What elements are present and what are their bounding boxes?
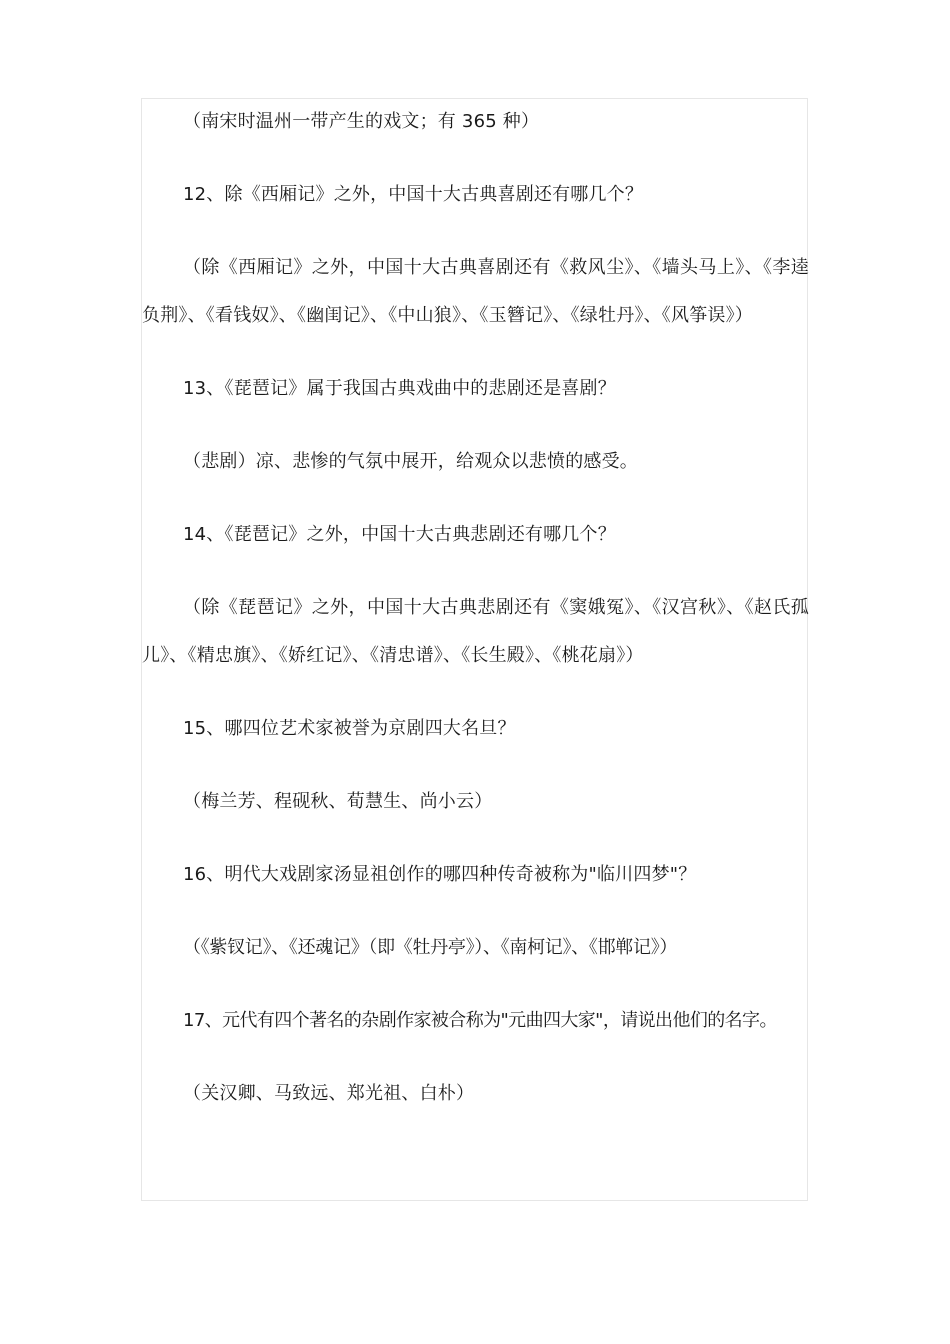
answer-12: （除《西厢记》之外，中国十大古典喜剧还有《救风尘》、《墙头马上》、《李逵负荆》、《看钱奴》、《幽闺记》、《中山狼》、《玉簪记》、《绿牡丹》、《风筝误》）: [142, 257, 809, 326]
question-16: 16、明代大戏剧家汤显祖创作的哪四种传奇被称为"临川四梦"？: [183, 864, 697, 885]
document-body: [142, 98, 809, 1118]
answer-14: （除《琵琶记》之外，中国十大古典悲剧还有《窦娥冤》、《汉宫秋》、《赵氏孤儿》、《精忠旗》、《娇红记》、《清忠谱》、《长生殿》、《桃花扇》）: [142, 597, 809, 666]
question-14: 14、《琵琶记》之外，中国十大古典悲剧还有哪几个？: [183, 524, 616, 545]
answer-15: （梅兰芳、程砚秋、荀慧生、尚小云）: [183, 791, 493, 812]
answer-13: （悲剧）凉、悲惨的气氛中展开，给观众以悲愤的感受。: [183, 451, 638, 472]
answer-16: （《紫钗记》、《还魂记》（即《牡丹亭》）、《南柯记》、《邯郸记》）: [183, 937, 678, 958]
question-12: 12、除《西厢记》之外，中国十大古典喜剧还有哪几个？: [183, 184, 644, 205]
answer-17: （关汉卿、马致远、郑光祖、白朴）: [183, 1083, 475, 1104]
question-15: 15、哪四位艺术家被誉为京剧四大名旦？: [183, 718, 516, 739]
answer-11: （南宋时温州一带产生的戏文；有 365 种）: [183, 111, 540, 132]
question-17: 17、元代有四个著名的杂剧作家被合称为"元曲四大家"，请说出他们的名字。: [183, 1010, 777, 1031]
question-13: 13、《琵琶记》属于我国古典戏曲中的悲剧还是喜剧？: [183, 378, 616, 399]
